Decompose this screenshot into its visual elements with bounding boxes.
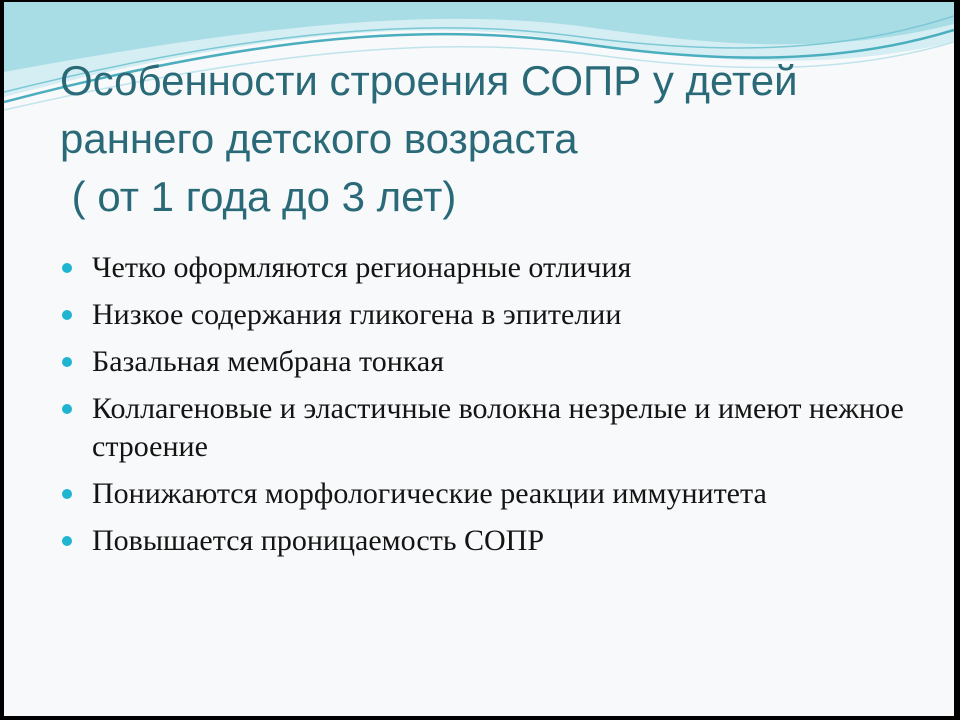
- title-line: раннего детского возраста: [60, 115, 578, 162]
- bullet-dot-icon: [62, 536, 72, 546]
- bullet-dot-icon: [62, 357, 72, 367]
- bullet-dot-icon: [62, 310, 72, 320]
- bullet-text: Понижаются морфологические реакции иммунитета: [92, 477, 767, 510]
- bullet-item: [62, 296, 922, 334]
- bullet-dot-icon: [62, 263, 72, 273]
- bullet-text: Базальная мембрана тонкая: [92, 345, 445, 378]
- title-line: Особенности строения СОПР у детей: [60, 57, 798, 104]
- bullet-text: Коллагеновые и эластичные волокна незрелые и имеют нежное строение: [92, 392, 904, 463]
- bullet-dot-icon: [62, 489, 72, 499]
- bullet-dot-icon: [62, 404, 72, 414]
- bullet-text: Низкое содержания гликогена в эпителии: [92, 298, 622, 331]
- slide: [4, 2, 954, 716]
- title-line: ( от 1 года до 3 лет): [60, 173, 457, 220]
- slide-title: [60, 52, 920, 226]
- bullet-item: [62, 522, 922, 560]
- bullet-list: [62, 249, 922, 569]
- bullet-item: [62, 249, 922, 287]
- bullet-item: [62, 343, 922, 381]
- bullet-text: Повышается проницаемость СОПР: [92, 524, 545, 557]
- bullet-item: [62, 475, 922, 513]
- bullet-item: [62, 390, 922, 466]
- bullet-text: Четко оформляются регионарные отличия: [92, 251, 632, 284]
